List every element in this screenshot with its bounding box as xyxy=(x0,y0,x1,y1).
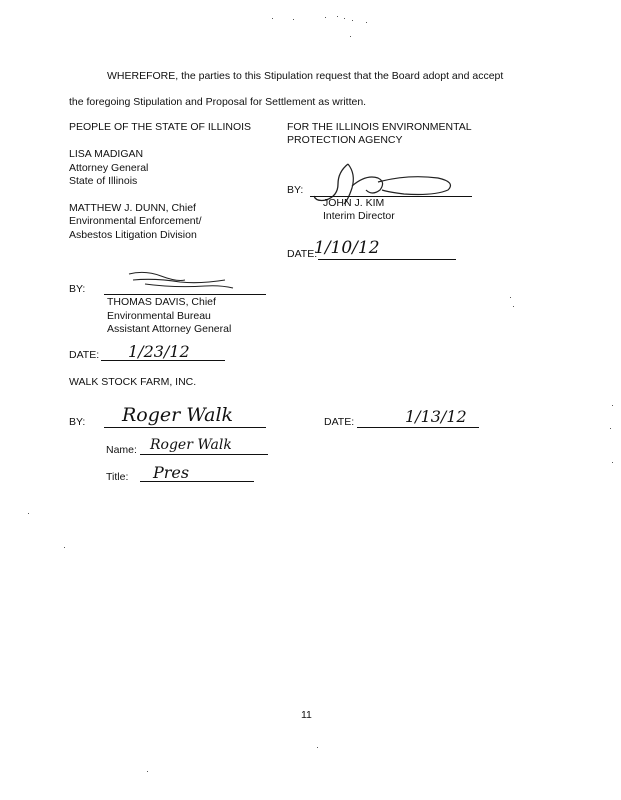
walk-name-line xyxy=(140,454,268,455)
walk-signature-line xyxy=(104,427,266,428)
scan-speck xyxy=(350,36,351,37)
scan-speck xyxy=(64,547,65,548)
ag-title-2: State of Illinois xyxy=(69,175,138,187)
scan-speck xyxy=(513,306,514,307)
left-date-value: 1/23/12 xyxy=(128,342,190,361)
right-party-line-2: PROTECTION AGENCY xyxy=(287,134,403,146)
left-date-line xyxy=(101,360,225,361)
left-signature-line xyxy=(104,294,266,295)
right-by-label: BY: xyxy=(287,184,304,196)
company-name: WALK STOCK FARM, INC. xyxy=(69,376,197,388)
scan-speck xyxy=(610,428,611,429)
scan-speck xyxy=(317,747,318,748)
walk-title-line xyxy=(140,481,254,482)
walk-name-label: Name: xyxy=(106,444,137,456)
scan-speck xyxy=(272,18,273,19)
left-signer-title-2: Assistant Attorney General xyxy=(107,323,232,335)
scan-speck xyxy=(352,20,353,21)
scan-speck xyxy=(612,462,613,463)
scan-speck xyxy=(366,22,367,23)
left-signer-name: THOMAS DAVIS, Chief xyxy=(107,296,216,308)
right-date-line xyxy=(318,259,456,260)
walk-by-label: BY: xyxy=(69,416,86,428)
right-party-line-1: FOR THE ILLINOIS ENVIRONMENTAL xyxy=(287,121,472,133)
walk-name-value: Roger Walk xyxy=(150,437,232,453)
page-number: 11 xyxy=(301,709,312,721)
intro-line-1: WHEREFORE, the parties to this Stipulation request that the Board adopt and accept xyxy=(107,70,504,82)
scan-speck xyxy=(147,771,148,772)
ag-title-1: Attorney General xyxy=(69,162,149,174)
left-date-label: DATE: xyxy=(69,349,100,361)
right-signer-title: Interim Director xyxy=(323,210,395,222)
walk-title-value: Pres xyxy=(153,463,190,482)
scan-speck xyxy=(344,18,345,19)
chief-name: MATTHEW J. DUNN, Chief xyxy=(69,202,196,214)
scan-speck xyxy=(28,513,29,514)
intro-line-2: the foregoing Stipulation and Proposal for Settlement as written. xyxy=(69,96,367,108)
chief-title-1: Environmental Enforcement/ xyxy=(69,215,202,227)
walk-date-value: 1/13/12 xyxy=(405,407,467,426)
thomas-davis-signature xyxy=(125,268,235,296)
right-signer-name: JOHN J. KIM xyxy=(323,197,385,209)
right-date-label: DATE: xyxy=(287,248,318,260)
scan-speck xyxy=(612,405,613,406)
right-date-value: 1/10/12 xyxy=(314,238,380,258)
walk-signature: Roger Walk xyxy=(122,404,234,426)
left-party-heading: PEOPLE OF THE STATE OF ILLINOIS xyxy=(69,121,252,133)
scan-speck xyxy=(325,17,326,18)
scan-speck xyxy=(510,297,511,298)
ag-name: LISA MADIGAN xyxy=(69,148,144,160)
left-by-label: BY: xyxy=(69,283,86,295)
scan-speck xyxy=(293,19,294,20)
chief-title-2: Asbestos Litigation Division xyxy=(69,229,197,241)
walk-title-label: Title: xyxy=(106,471,129,483)
scan-speck xyxy=(337,16,338,17)
left-signer-title-1: Environmental Bureau xyxy=(107,310,211,322)
walk-date-label: DATE: xyxy=(324,416,355,428)
walk-date-line xyxy=(357,427,479,428)
